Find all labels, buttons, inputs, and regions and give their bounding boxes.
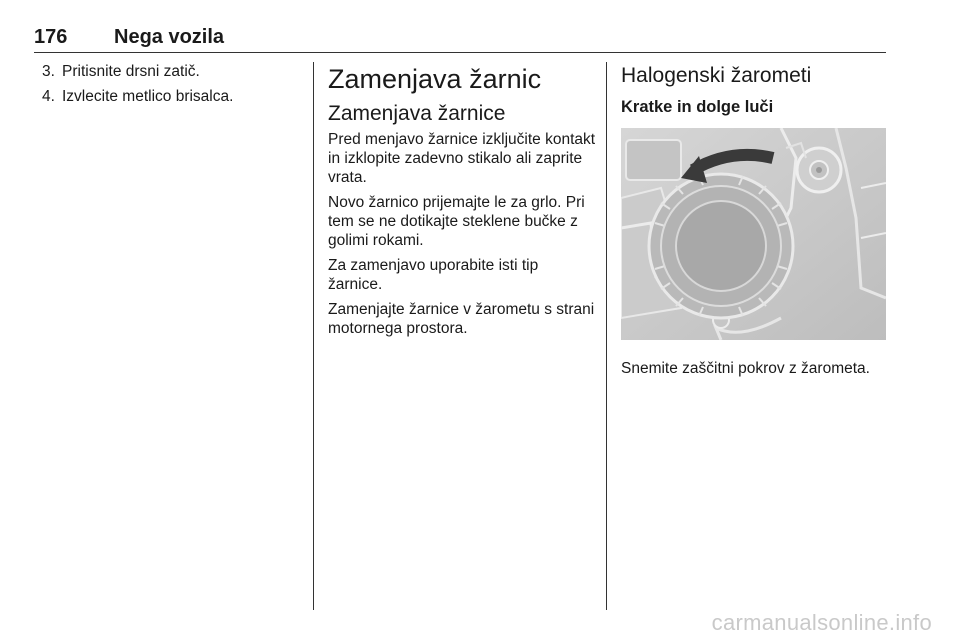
column-left xyxy=(34,62,296,112)
step-item xyxy=(34,62,296,82)
step-text: Izvlecite metlico brisalca. xyxy=(62,88,234,105)
heading-halogen-headlights: Halogenski žarometi xyxy=(621,64,812,87)
step-number: 4. xyxy=(42,88,55,105)
page-header xyxy=(34,26,886,53)
paragraph: Pred menjavo žarnice izključite kontakt in izklopite zadevno stikalo ali zaprite vrata. xyxy=(328,131,596,186)
headlight-cover-center xyxy=(676,201,766,291)
page-number: 176 xyxy=(34,26,68,48)
column-divider xyxy=(606,62,607,610)
section-title: Nega vozila xyxy=(114,26,225,48)
column-middle xyxy=(328,62,596,344)
subheading-low-high-beam: Kratke in dolge luči xyxy=(621,98,774,116)
paragraph: Za zamenjavo uporabite isti tip žarnice. xyxy=(328,257,539,293)
watermark: carmanualsonline.info xyxy=(711,610,932,635)
subheading-bulb-replacement: Zamenjava žarnice xyxy=(328,102,506,125)
paragraph: Zamenjajte žarnice v žarometu s strani motornega prostora. xyxy=(328,301,595,337)
step-text: Pritisnite drsni zatič. xyxy=(62,63,200,80)
column-divider xyxy=(313,62,314,610)
column-right xyxy=(621,62,886,384)
step-number: 3. xyxy=(42,63,55,80)
headlight-cover-illustration xyxy=(621,128,886,340)
paragraph: Novo žarnico prijemajte le za grlo. Pri tem se ne dotikajte steklene bučke z golimi rokami. xyxy=(328,194,585,249)
figure-caption: Snemite zaščitni pokrov z žarometa. xyxy=(621,360,870,377)
heading-bulb-replacement: Zamenjava žarnic xyxy=(328,64,542,94)
step-item xyxy=(34,87,296,107)
